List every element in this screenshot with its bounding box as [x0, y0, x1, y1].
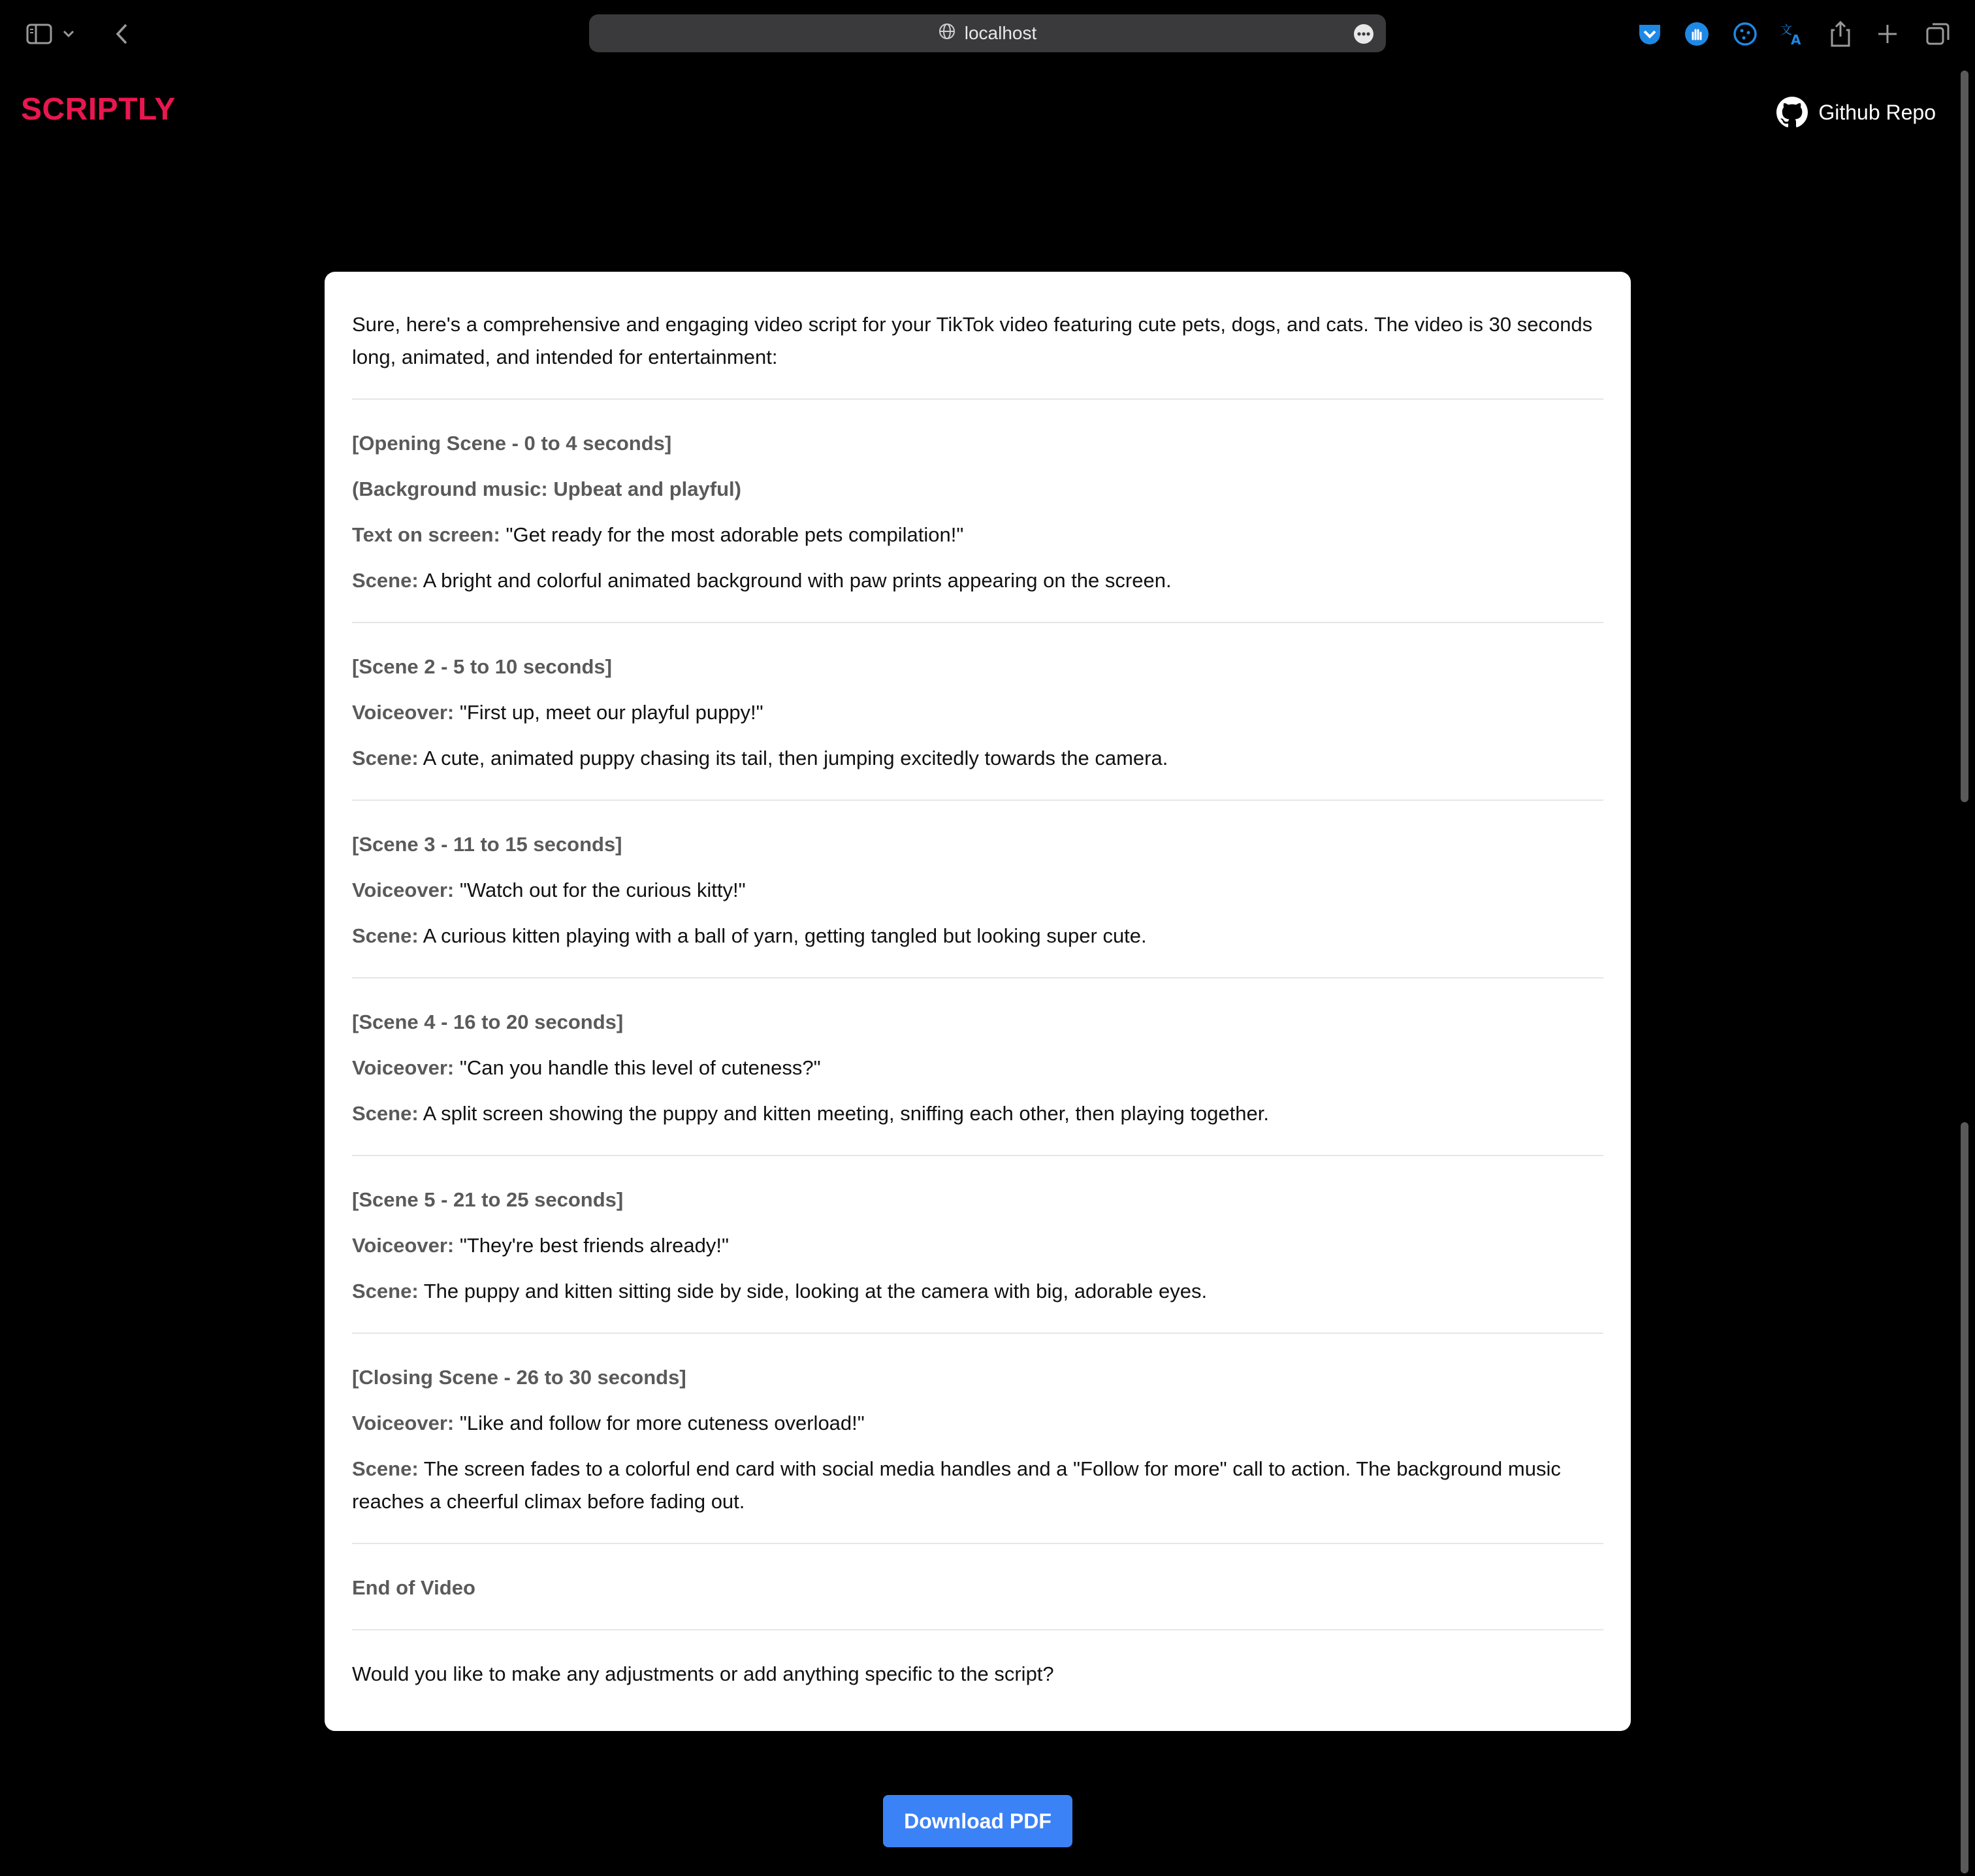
scene-label: Scene: — [352, 1102, 419, 1125]
scene-description — [352, 564, 1603, 597]
voiceover — [352, 874, 1603, 907]
share-icon[interactable] — [1822, 16, 1859, 52]
scrollbar-thumb-secondary[interactable] — [1961, 1122, 1968, 1873]
voiceover-label: Voiceover: — [352, 879, 455, 901]
globe-icon — [939, 23, 955, 44]
voiceover — [352, 696, 1603, 729]
chevron-down-icon[interactable] — [59, 16, 78, 52]
extension-cookie-icon[interactable] — [1727, 16, 1763, 52]
scene-heading: [Scene 5 - 21 to 25 seconds] — [352, 1188, 624, 1211]
scene-value: A curious kitten playing with a ball of yarn, getting tangled but looking super cute. — [423, 924, 1147, 947]
scrollbar[interactable] — [1958, 71, 1972, 1876]
scene-3 — [352, 801, 1603, 977]
scene-heading: [Scene 3 - 11 to 15 seconds] — [352, 833, 622, 856]
voiceover-value: "Can you handle this level of cuteness?" — [459, 1056, 821, 1079]
outro — [352, 1630, 1603, 1715]
scene-value: A split screen showing the puppy and kitten meeting, sniffing each other, then playing together. — [423, 1102, 1269, 1125]
end-of-video-label: End of Video — [352, 1576, 475, 1599]
voiceover — [352, 1052, 1603, 1084]
opening-scene — [352, 400, 1603, 622]
scene-value: The puppy and kitten sitting side by side, looking at the camera with big, adorable eyes. — [423, 1280, 1208, 1302]
voiceover — [352, 1407, 1603, 1440]
download-pdf-button[interactable]: Download PDF — [883, 1795, 1072, 1847]
scene-value: A bright and colorful animated background with paw prints appearing on the screen. — [423, 569, 1172, 592]
background-music: (Background music: Upbeat and playful) — [352, 477, 741, 500]
github-repo-link[interactable] — [1776, 97, 1936, 128]
translate-icon[interactable] — [1774, 16, 1810, 52]
svg-text:A: A — [1791, 32, 1801, 47]
brand-logo[interactable]: SCRIPTLY — [21, 92, 176, 127]
voiceover-label: Voiceover: — [352, 1412, 455, 1434]
scene-5 — [352, 1156, 1603, 1333]
script-card — [325, 272, 1631, 1731]
scene-heading: [Opening Scene - 0 to 4 seconds] — [352, 432, 672, 455]
scene-label: Scene: — [352, 1457, 419, 1480]
text-on-screen — [352, 519, 1603, 551]
scene-heading: [Scene 2 - 5 to 10 seconds] — [352, 655, 612, 678]
scene-label: Scene: — [352, 924, 419, 947]
github-icon — [1776, 97, 1808, 128]
scene-value: The screen fades to a colorful end card with social media handles and a "Follow for more" call to action. The background music reaches a cheerful climax before fading out. — [352, 1457, 1561, 1513]
scene-description — [352, 1453, 1603, 1518]
voiceover — [352, 1229, 1603, 1262]
address-bar[interactable] — [589, 14, 1386, 52]
voiceover-value: "Watch out for the curious kitty!" — [459, 879, 746, 901]
closing-scene — [352, 1334, 1603, 1543]
scene-description — [352, 920, 1603, 952]
scene-value: A cute, animated puppy chasing its tail, then jumping excitedly towards the camera. — [423, 747, 1168, 769]
voiceover-value: "First up, meet our playful puppy!" — [459, 701, 763, 724]
extension-pocket-icon[interactable] — [1631, 16, 1668, 52]
scene-heading: [Scene 4 - 16 to 20 seconds] — [352, 1011, 624, 1033]
scene-label: Scene: — [352, 747, 419, 769]
scene-2 — [352, 623, 1603, 800]
github-repo-label: Github Repo — [1818, 100, 1936, 124]
scrollbar-thumb[interactable] — [1961, 71, 1968, 802]
text-on-screen-label: Text on screen: — [352, 523, 500, 546]
voiceover-value: "They're best friends already!" — [459, 1234, 730, 1257]
script-intro: Sure, here's a comprehensive and engaging video script for your TikTok video featuring cute pets, dogs, and cats. The video is 30 seconds long, animated, and intended for entertainment: — [352, 313, 1593, 368]
url-text: localhost — [964, 23, 1037, 43]
scene-label: Scene: — [352, 1280, 419, 1302]
back-icon[interactable] — [103, 16, 140, 52]
scene-description — [352, 1275, 1603, 1308]
svg-text:文: 文 — [1780, 24, 1792, 37]
tab-overview-icon[interactable] — [1920, 16, 1957, 52]
text-on-screen-value: "Get ready for the most adorable pets compilation!" — [506, 523, 964, 546]
sidebar-toggle-icon[interactable] — [21, 16, 57, 52]
scene-heading: [Closing Scene - 26 to 30 seconds] — [352, 1366, 686, 1389]
scene-description — [352, 1097, 1603, 1130]
more-options-icon[interactable] — [1353, 24, 1374, 49]
voiceover-label: Voiceover: — [352, 1056, 455, 1079]
browser-toolbar — [0, 0, 1975, 68]
extension-hand-icon[interactable] — [1678, 16, 1715, 52]
voiceover-value: "Like and follow for more cuteness overload!" — [459, 1412, 865, 1434]
scene-description — [352, 742, 1603, 775]
scene-4 — [352, 978, 1603, 1155]
scene-label: Scene: — [352, 569, 419, 592]
end-of-video — [352, 1544, 1603, 1629]
voiceover-label: Voiceover: — [352, 1234, 455, 1257]
outro-question: Would you like to make any adjustments or add anything specific to the script? — [352, 1662, 1054, 1685]
voiceover-label: Voiceover: — [352, 701, 455, 724]
new-tab-icon[interactable] — [1869, 16, 1906, 52]
